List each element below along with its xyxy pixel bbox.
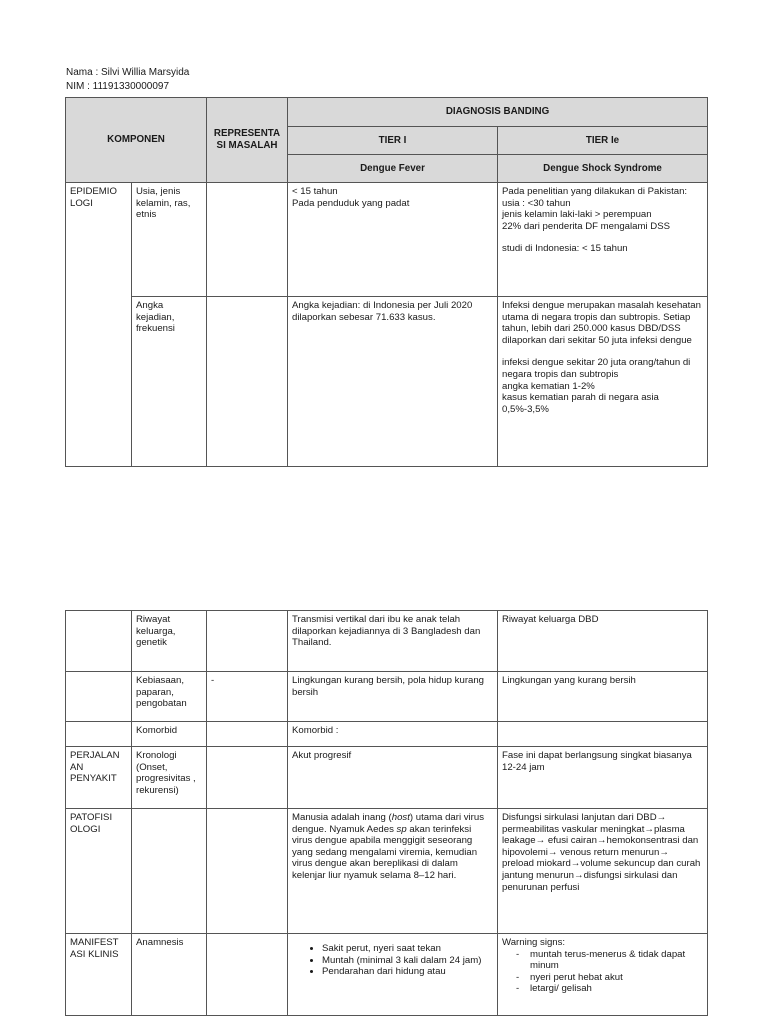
text-line: < 15 tahun: [292, 186, 338, 197]
anamnesis-dss: [498, 934, 708, 1016]
text-run-italic: sp: [396, 823, 407, 835]
list-item: - muntah terus-menerus & tidak dapat minum: [516, 949, 703, 972]
komorbid-dengue-fever: Komorbid :: [288, 722, 498, 747]
text-run: ) utama dari virus dengue. Nyamuk Aedes: [292, 812, 484, 835]
kronologi-dss: Fase ini dapat berlangsung singkat biasanya 12-24 jam: [498, 747, 708, 809]
dengue-fever-header: Dengue Fever: [288, 155, 498, 183]
kebiasaan-sub-label: Kebiasaan, paparan, pengobatan: [132, 672, 207, 722]
diagnosis-table-part-2: [65, 610, 708, 1016]
text-line: infeksi dengue sekitar 20 juta orang/tahun di negara tropis dan subtropis: [502, 357, 691, 380]
patofisiologi-dengue-fever: [288, 809, 498, 934]
representasi-header: REPRESENTA SI MASALAH: [207, 98, 288, 183]
komponen-header: KOMPONEN: [66, 98, 207, 183]
text-line: Infeksi dengue merupakan masalah kesehatan utama di negara tropis dan subtropis. Setiap tahun, lebih dari 250.000 kasus DBD/DSS dilaporkan dari sekitar 50 juta infeksi dengue: [502, 300, 701, 346]
komorbid-representasi: [207, 722, 288, 747]
usia-sub-label: Usia, jenis kelamin, ras, etnis: [132, 183, 207, 297]
kebiasaan-representasi: -: [207, 672, 288, 722]
kronologi-dengue-fever: Akut progresif: [288, 747, 498, 809]
patofisiologi-sub-label: [132, 809, 207, 934]
usia-dss: [498, 183, 708, 297]
kebiasaan-dengue-fever: Lingkungan kurang bersih, pola hidup kurang bersih: [288, 672, 498, 722]
dengue-shock-syndrome-header: Dengue Shock Syndrome: [498, 155, 708, 183]
row-label: [66, 611, 132, 672]
angka-kejadian-dss: [498, 297, 708, 467]
angka-kejadian-dengue-fever: Angka kejadian: di Indonesia per Juli 2020 dilaporkan sebesar 71.633 kasus.: [288, 297, 498, 467]
tier-1-header: TIER I: [288, 127, 498, 155]
text-line: jenis kelamin laki-laki > perempuan: [502, 209, 652, 221]
list-item: • Sakit perut, nyeri saat tekan: [322, 943, 493, 955]
list-item: - letargi/ gelisah: [516, 983, 703, 995]
patofisiologi-label: PATOFISI OLOGI: [66, 809, 132, 934]
patofisiologi-representasi: [207, 809, 288, 934]
riwayat-representasi: [207, 611, 288, 672]
text-run-italic: host: [391, 812, 410, 823]
text-line: Pada penduduk yang padat: [292, 197, 410, 209]
riwayat-dengue-fever: Transmisi vertikal dari ibu ke anak telah dilaporkan kejadiannya di 3 Bangladesh dan Thailand.: [288, 611, 498, 672]
diagnosis-banding-header: DIAGNOSIS BANDING: [288, 98, 708, 127]
anamnesis-representasi: [207, 934, 288, 1016]
patofisiologi-dss: Disfungsi sirkulasi lanjutan dari DBD→ permeabilitas vaskular meningkat→plasma leakage→ efusi cairan→hemokonsentrasi dan hipovolemi→ venous return menurun→ preload miokard→volume sekuncup dan curah jantung menurun→disfungsi sirkulasi dan penurunan perfusi: [498, 809, 708, 934]
komorbid-sub-label: Komorbid: [132, 722, 207, 747]
riwayat-sub-label: Riwayat keluarga, genetik: [132, 611, 207, 672]
student-nim: NIM : 11191330000097: [66, 81, 170, 92]
diagnosis-table-part-1: [65, 97, 708, 467]
epidemiologi-label: EPIDEMIO LOGI: [66, 183, 132, 467]
list-item: • Pendarahan dari hidung atau: [322, 966, 493, 978]
anamnesis-sub-label: Anamnesis: [132, 934, 207, 1016]
text-run: Manusia adalah inang (: [292, 812, 392, 823]
student-name: Nama : Silvi Willia Marsyida: [66, 67, 190, 78]
kebiasaan-dss: Lingkungan yang kurang bersih: [498, 672, 708, 722]
warning-signs-title: Warning signs:: [502, 937, 566, 948]
kronologi-representasi: [207, 747, 288, 809]
usia-dengue-fever: [288, 183, 498, 297]
usia-representasi: [207, 183, 288, 297]
text-line: studi di Indonesia: < 15 tahun: [502, 243, 628, 255]
row-label: [66, 672, 132, 722]
tier-1e-header: TIER Ie: [498, 127, 708, 155]
text-line: Pada penelitian yang dilakukan di Pakistan:: [502, 186, 688, 197]
manifestasi-klinis-label: MANIFEST ASI KLINIS: [66, 934, 132, 1016]
angka-kejadian-sub-label: Angka kejadian, frekuensi: [132, 297, 207, 467]
anamnesis-dengue-fever: [288, 934, 498, 1016]
list-item: • Muntah (minimal 3 kali dalam 24 jam): [322, 955, 493, 967]
list-item: - nyeri perut hebat akut: [516, 972, 703, 984]
perjalanan-penyakit-label: PERJALAN AN PENYAKIT: [66, 747, 132, 809]
komorbid-dss: [498, 722, 708, 747]
kronologi-sub-label: Kronologi (Onset, progresivitas , rekurensi): [132, 747, 207, 809]
text-line: kasus kematian parah di negara asia 0,5%-3,5%: [502, 392, 659, 415]
angka-kejadian-representasi: [207, 297, 288, 467]
text-line: angka kematian 1-2%: [502, 380, 595, 392]
text-run: akan terinfeksi virus dengue apabila menggigit seseorang yang sedang mengalami viremia, kemudian virus dengue akan bereplikasi di dalam kelenjar liur nyamuk selama 8–12 hari.: [292, 823, 478, 881]
row-label: [66, 722, 132, 747]
riwayat-dss: Riwayat keluarga DBD: [498, 611, 708, 672]
text-line: usia : <30 tahun: [502, 197, 571, 209]
text-line: 22% dari penderita DF mengalami DSS: [502, 220, 670, 232]
